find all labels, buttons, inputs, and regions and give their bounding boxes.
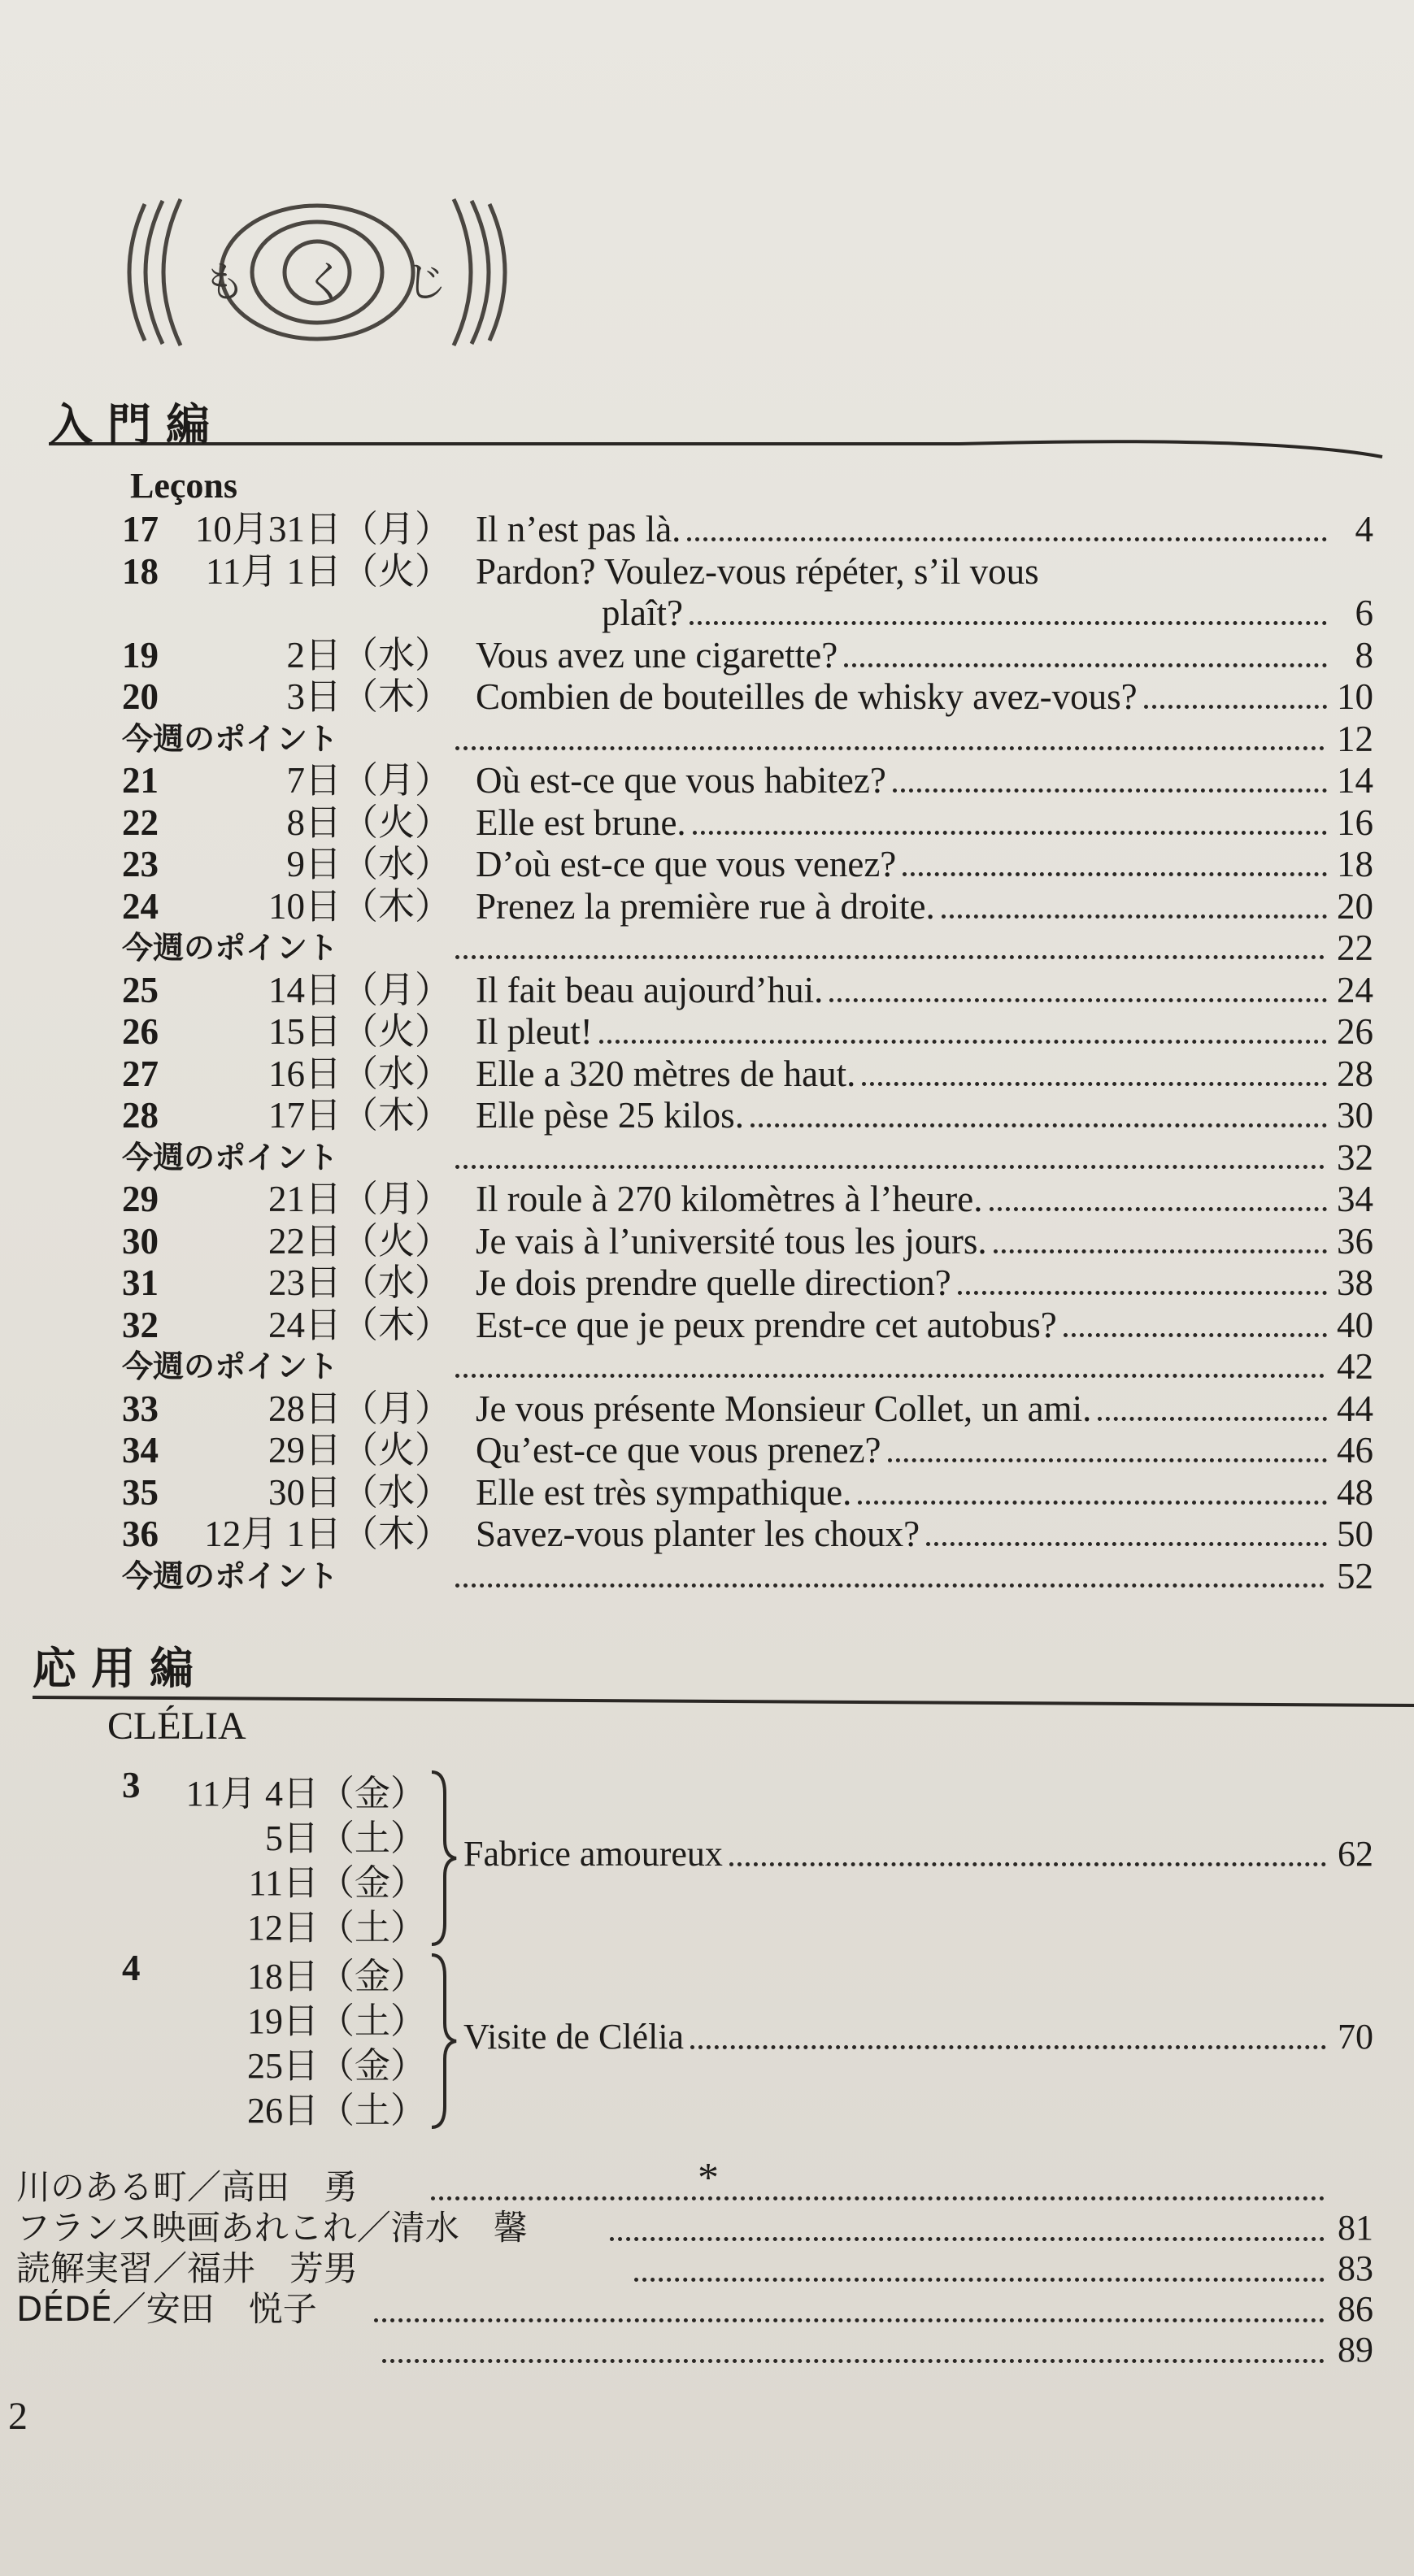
lesson-title-text: Elle pèse 25 kilos. <box>476 1095 744 1136</box>
clelia-group[interactable] <box>0 1764 1414 1951</box>
page-number-ref: 44 <box>1337 1388 1373 1429</box>
page-number-ref: 40 <box>1337 1304 1373 1345</box>
section-asterisk: * <box>698 2155 719 2201</box>
lesson-number: 18 <box>122 550 159 592</box>
lesson-title <box>476 1301 1334 1349</box>
lesson-title-text: Est-ce que je peux prendre cet autobus? <box>476 1304 1057 1345</box>
lesson-title-text: Je dois prendre quelle direction? <box>476 1262 951 1303</box>
lesson-row[interactable] <box>0 799 1414 846</box>
lesson-number: 21 <box>122 760 159 801</box>
lesson-title <box>476 1008 1334 1055</box>
group-date: 5日（土） <box>265 1818 426 1858</box>
leader-dots <box>994 1249 1327 1253</box>
page-number-ref: 14 <box>1337 760 1373 801</box>
lesson-title <box>476 1469 1334 1516</box>
lesson-title-text: Qu’est-ce que vous prenez? <box>476 1430 881 1470</box>
lesson-date: 28日（月） <box>268 1388 451 1429</box>
lesson-date: 12月 1日（木） <box>204 1514 451 1554</box>
leader-dots <box>751 1123 1327 1127</box>
group-date: 11日（金） <box>248 1863 426 1903</box>
page-number-ref: 8 <box>1355 634 1373 675</box>
page-number-ref: 34 <box>1337 1179 1373 1219</box>
page-number-ref: 38 <box>1337 1262 1373 1303</box>
leader-dots <box>1144 705 1327 709</box>
series-title: CLÉLIA <box>107 1705 246 1748</box>
lesson-title-text: Je vais à l’université tous les jours. <box>476 1220 987 1262</box>
page-number-ref: 32 <box>1337 1136 1373 1178</box>
lesson-date: 9日（水） <box>286 844 451 884</box>
lesson-title-text: Elle est très sympathique. <box>476 1471 852 1513</box>
lesson-date: 10月31日（月） <box>194 509 451 550</box>
lesson-title-text: Elle est brune. <box>476 801 686 843</box>
lesson-title-text: Où est-ce que vous habitez? <box>476 760 886 801</box>
lesson-row[interactable] <box>0 506 1414 553</box>
leader-dots <box>455 955 1325 959</box>
leader-dots <box>958 1291 1327 1295</box>
page-number-ref: 26 <box>1337 1011 1373 1052</box>
lesson-date: 8日（火） <box>286 801 451 843</box>
group-date: 26日（土） <box>247 2091 426 2131</box>
leader-dots <box>903 872 1327 876</box>
page-number-ref: 46 <box>1337 1430 1373 1470</box>
group-date: 12日（土） <box>247 1908 426 1948</box>
page-number-ref: 50 <box>1337 1514 1373 1554</box>
leader-dots <box>990 1207 1327 1211</box>
lesson-title <box>476 632 1334 679</box>
lesson-title <box>476 1427 1334 1474</box>
page-number-ref: 36 <box>1337 1220 1373 1262</box>
leader-dots <box>455 1374 1325 1378</box>
lesson-title-text: Il n’est pas là. <box>476 509 681 550</box>
leader-dots <box>455 1165 1325 1169</box>
lesson-title <box>476 757 1334 804</box>
lesson-row[interactable] <box>0 841 1414 888</box>
page-number-ref: 24 <box>1337 969 1373 1010</box>
leader-dots <box>690 621 1327 625</box>
lesson-row[interactable] <box>0 1510 1414 1557</box>
intro-section-header <box>0 390 1414 463</box>
group-title-text: Fabrice amoureux <box>463 1834 723 1874</box>
applied-section-title: 応用編 <box>33 1643 208 1694</box>
lesson-number: 26 <box>122 1011 159 1052</box>
lesson-number: 34 <box>122 1430 159 1470</box>
lesson-row[interactable] <box>0 548 1414 595</box>
lesson-title <box>476 506 1334 553</box>
toc-title <box>203 248 447 309</box>
lesson-date: 29日（火） <box>268 1430 451 1470</box>
lesson-number: 19 <box>122 634 159 675</box>
lesson-number: 17 <box>122 509 159 550</box>
page-number-ref: 70 <box>1338 2017 1373 2057</box>
leader-dots <box>858 1501 1327 1505</box>
lesson-number: 22 <box>122 801 159 843</box>
lesson-row[interactable] <box>0 1218 1414 1265</box>
lesson-title-text: Il roule à 270 kilomètres à l’heure. <box>476 1179 983 1219</box>
lesson-number: 33 <box>122 1388 159 1429</box>
lesson-row[interactable] <box>0 757 1414 804</box>
lesson-title <box>476 1218 1334 1265</box>
leader-dots <box>455 746 1325 750</box>
group-title-text: Visite de Clélia <box>463 2017 685 2057</box>
clelia-group[interactable] <box>0 1947 1414 2134</box>
weekly-point-row[interactable] <box>0 715 1414 762</box>
leader-dots <box>1098 1417 1327 1421</box>
lesson-title-text: Elle a 320 mètres de haut. <box>476 1053 856 1094</box>
toc-title-char: く <box>303 258 346 307</box>
leader-dots <box>374 2318 1325 2322</box>
toc-title-char: じ <box>404 258 447 307</box>
lesson-title <box>476 548 1334 595</box>
leader-dots <box>844 663 1327 667</box>
lesson-title <box>476 1050 1334 1097</box>
group-title <box>463 1831 1333 1878</box>
lesson-date: 11月 1日（火） <box>205 550 451 592</box>
lesson-row[interactable] <box>0 673 1414 720</box>
lesson-row[interactable] <box>0 1092 1414 1139</box>
lesson-date: 10日（木） <box>268 885 451 927</box>
weekly-point-label: 今週のポイント <box>122 1557 339 1594</box>
lesson-row[interactable] <box>0 1008 1414 1055</box>
lesson-row-continued[interactable] <box>0 589 1414 636</box>
leader-dots <box>693 831 1327 835</box>
lesson-number: 31 <box>122 1262 159 1303</box>
lesson-title-text: Savez-vous planter les choux? <box>476 1514 920 1554</box>
leader-dots <box>942 914 1327 919</box>
lesson-number: 25 <box>122 969 159 1010</box>
weekly-point-row[interactable] <box>0 1553 1414 1600</box>
page-number-ref: 6 <box>1355 593 1373 633</box>
lesson-title-text: Il pleut! <box>476 1011 593 1052</box>
lesson-date: 7日（月） <box>286 760 451 801</box>
lesson-title-text: Combien de bouteilles de whisky avez-vous? <box>476 676 1138 717</box>
page-number-ref: 28 <box>1337 1053 1373 1094</box>
lesson-row[interactable] <box>0 632 1414 679</box>
leader-dots <box>431 2196 1325 2200</box>
page-number-ref: 81 <box>1338 2208 1373 2248</box>
group-number: 4 <box>122 1948 141 1988</box>
page-number-ref: 48 <box>1337 1471 1373 1513</box>
leader-dots <box>690 2045 1326 2049</box>
misc-entry-label: 読解実習／福井 芳男 <box>16 2248 359 2288</box>
lesson-title <box>476 1385 1334 1432</box>
brace-graphic <box>427 1769 459 1948</box>
page-number-ref: 52 <box>1337 1555 1373 1596</box>
lesson-number: 30 <box>122 1220 159 1262</box>
misc-entry-label: フランス映画あれこれ／清水 馨 <box>16 2208 528 2248</box>
weekly-point-label: 今週のポイント <box>122 1349 339 1384</box>
lesson-title-text: Pardon? Voulez-vous répéter, s’il vous <box>476 550 1039 592</box>
lesson-title <box>476 883 1334 930</box>
page-number-ref: 12 <box>1337 718 1373 759</box>
lesson-title <box>476 799 1334 846</box>
page-number-ref: 62 <box>1338 1834 1373 1874</box>
lesson-number: 32 <box>122 1304 159 1345</box>
section-rule <box>0 1634 1414 1707</box>
page-number-ref: 86 <box>1338 2289 1373 2329</box>
lesson-date: 14日（月） <box>268 969 451 1010</box>
applied-section-header <box>0 1634 1414 1707</box>
lesson-title <box>476 1175 1334 1223</box>
weekly-point-label: 今週のポイント <box>122 1139 339 1175</box>
lesson-date: 21日（月） <box>268 1179 451 1219</box>
leader-dots <box>599 1040 1327 1044</box>
leader-dots <box>729 1862 1326 1866</box>
lesson-number: 23 <box>122 844 159 884</box>
lesson-title-text: Prenez la première rue à droite. <box>476 885 935 927</box>
leader-dots <box>687 537 1327 541</box>
lesson-title <box>476 1510 1334 1557</box>
lesson-row[interactable] <box>0 1259 1414 1306</box>
misc-entry-label: 川のある町／高田 勇 <box>16 2167 359 2207</box>
lesson-number: 29 <box>122 1179 159 1219</box>
lesson-row[interactable] <box>0 1050 1414 1097</box>
lesson-title-text: Il fait beau aujourd’hui. <box>476 969 824 1010</box>
lesson-date: 2日（水） <box>286 634 451 675</box>
leader-dots <box>382 2359 1325 2363</box>
leader-dots <box>862 1082 1327 1086</box>
lesson-date: 24日（木） <box>268 1304 451 1345</box>
leader-dots <box>829 998 1327 1002</box>
lesson-row[interactable] <box>0 967 1414 1014</box>
page-number-ref: 16 <box>1337 801 1373 843</box>
page-number: 2 <box>8 2395 28 2438</box>
intro-section-title: 入門編 <box>49 399 224 450</box>
lesson-title-text: Je vous présente Monsieur Collet, un ami. <box>476 1388 1092 1429</box>
lesson-row[interactable] <box>0 1175 1414 1223</box>
lesson-date: 15日（火） <box>268 1011 451 1052</box>
lesson-title <box>476 1259 1334 1306</box>
lesson-row[interactable] <box>0 1427 1414 1474</box>
lesson-date: 3日（木） <box>286 676 451 717</box>
page-number-ref: 20 <box>1337 885 1373 927</box>
page-number-ref: 22 <box>1337 927 1373 968</box>
lesson-row[interactable] <box>0 1469 1414 1516</box>
group-number: 3 <box>122 1765 141 1805</box>
lesson-title <box>476 967 1334 1014</box>
lesson-number: 28 <box>122 1095 159 1136</box>
lesson-date: 23日（水） <box>268 1262 451 1303</box>
page-number-ref: 18 <box>1337 844 1373 884</box>
lesson-title <box>476 841 1334 888</box>
lesson-title <box>476 673 1334 720</box>
leader-dots <box>455 1583 1325 1588</box>
leader-dots <box>893 788 1327 793</box>
lesson-date: 30日（水） <box>268 1471 451 1513</box>
lesson-number: 20 <box>122 676 159 717</box>
weekly-point-label: 今週のポイント <box>122 720 339 757</box>
weekly-point-row[interactable] <box>0 924 1414 971</box>
lesson-number: 36 <box>122 1514 159 1554</box>
group-date: 19日（土） <box>247 2001 426 2041</box>
group-date: 11月 4日（金） <box>185 1774 426 1814</box>
weekly-point-row[interactable] <box>0 1134 1414 1181</box>
leader-dots <box>610 2237 1325 2241</box>
page-number-ref: 83 <box>1338 2248 1373 2288</box>
page-number-ref: 42 <box>1337 1346 1373 1387</box>
lessons-label: Leçons <box>130 466 237 506</box>
lesson-number: 27 <box>122 1053 159 1094</box>
page-number-ref: 10 <box>1337 676 1373 717</box>
lesson-number: 24 <box>122 885 159 927</box>
misc-entry[interactable] <box>0 2326 1414 2374</box>
page-number-ref: 4 <box>1355 509 1373 550</box>
lesson-row[interactable] <box>0 1301 1414 1349</box>
page-number-ref: 89 <box>1338 2330 1373 2370</box>
group-title <box>463 2013 1333 2061</box>
leader-dots <box>634 2278 1325 2282</box>
lesson-title-text: Vous avez une cigarette? <box>476 634 838 675</box>
lesson-number: 35 <box>122 1471 159 1513</box>
lesson-date: 17日（木） <box>268 1095 451 1136</box>
group-date: 18日（金） <box>247 1957 426 1996</box>
toc-title-char: も <box>203 258 246 307</box>
page-number-ref: 30 <box>1337 1095 1373 1136</box>
leader-dots <box>926 1542 1327 1546</box>
leader-dots <box>888 1458 1327 1462</box>
lesson-date: 22日（火） <box>268 1220 451 1262</box>
lesson-title <box>476 1092 1334 1139</box>
brace-graphic <box>427 1952 459 2131</box>
lesson-date: 16日（水） <box>268 1053 451 1094</box>
group-date: 25日（金） <box>247 2046 426 2086</box>
weekly-point-label: 今週のポイント <box>122 930 339 966</box>
lesson-row[interactable] <box>0 883 1414 930</box>
lesson-title <box>602 589 1334 636</box>
lesson-title-text: plaît? <box>602 593 683 633</box>
misc-entry-label: DÉDÉ／安田 悦子 <box>16 2289 317 2329</box>
weekly-point-row[interactable] <box>0 1343 1414 1390</box>
lesson-title-text: D’où est-ce que vous venez? <box>476 844 897 884</box>
lesson-row[interactable] <box>0 1385 1414 1432</box>
title-ornament <box>114 183 520 362</box>
leader-dots <box>1064 1333 1327 1337</box>
